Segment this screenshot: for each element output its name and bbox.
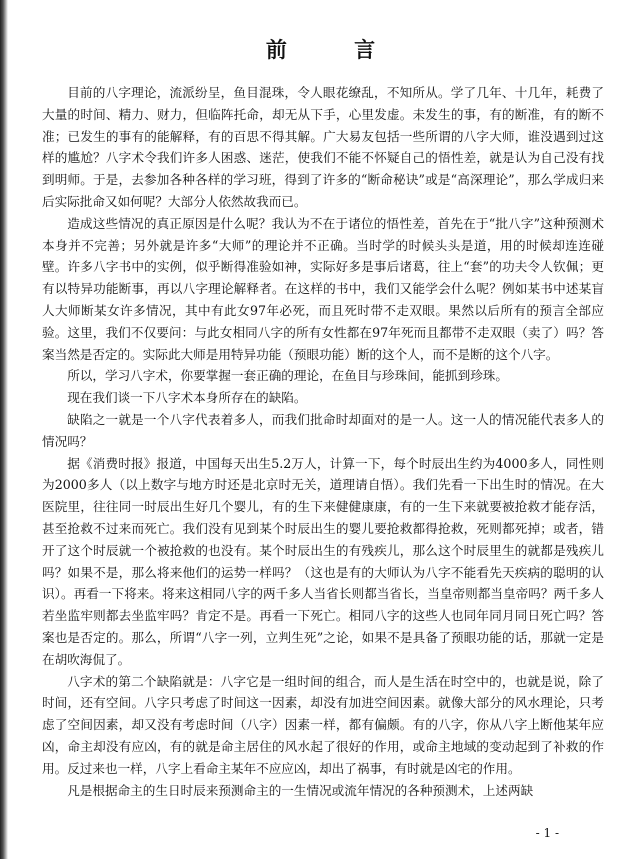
paragraph: 目前的八字理论，流派纷呈，鱼目混珠，令人眼花缭乱，不知所从。学了几年、十几年，耗费了大量的时间、精力、财力，但临阵托命，却无从下手，心里发虚。未发生的事，有的断准，有的断不准；已发生的事有的能解释，有的百思不得其解。广大易友包括一些所谓的八字大师，谁没遇到过这样的尴尬？八字术令我们许多人困惑、迷茫，使我们不能不怀疑自己的悟性差，就是认为自己没有找到明师。于是，去参加各种各样的学习班，得到了许多的“断命秘诀”或是“高深理论”，那么学成归来后实际批命又如何呢？大部分人依然故我而已。 (42, 85, 604, 209)
paragraph: 八字术的第二个缺陷就是：八字它是一组时间的组合，而人是生活在时空中的，也就是说，除了时间，还有空间。八字只考虑了时间这一因素，却没有加进空间因素。就像大部分的风水理论，只考虑了空间因素，却又没有考虑时间（八字）因素一样，都有偏颇。有的八字，你从八字上断他某年应凶，命主却没有应凶，有的就是命主居住的风水起了很好的作用，或命主地域的变动起到了补救的作用。反过来也一样，八字上看命主某年不应应凶，却出了祸事，有时就是凶宅的作用。 (42, 673, 604, 776)
page-title: 前 言 (265, 37, 406, 62)
paragraph: 凡是根据命主的生日时辰来预测命主的一生情况或流年情况的各种预测术，上述两缺 (67, 782, 534, 798)
paragraph: 现在我们谈一下八字术本身所存在的缺陷。 (67, 390, 307, 406)
paragraph: 缺陷之一就是一个八字代表着多人，而我们批命时却面对的是一人。这一人的情况能代表多人的情况吗？ (42, 411, 604, 449)
page-number: - 1 - (535, 826, 559, 840)
paragraph: 所以，学习八字术，你要掌握一套正确的理论，在鱼目与珍珠间，能抓到珍珠。 (67, 368, 508, 384)
page-binding-shadow (0, 0, 8, 859)
body-text (42, 82, 604, 801)
paragraph: 据《消费时报》报道，中国每天出生5.2万人，计算一下，每个时辰出生约为4000多人，同性则为2000多人（以上数字与地方时还是北京时无关，道理请自悟）。我们先看一下出生时的情况。在大医院里，往往同一时辰出生好几个婴儿，有的生下来健健康康，有的一生下来就要被抢救才能存活，甚至抢救不过来而死亡。我们没有见到某个时辰出生的婴儿要抢救都得抢救，死则都死掉；或者，错开了这个时辰就一个被抢救的也没有。某个时辰出生的有残疾儿，那么这个时辰里生的就都是残疾儿吗？如果不是，那么将来他们的运势一样吗？（这也是有的大师认为八字不能看先天疾病的聪明的认识）。再看一下将来。将来这相同八字的两千多人当省长则都当省长，当皇帝则都当皇帝吗？两千多人若坐监牢则都去坐监牢吗？肯定不是。再看一下死亡。相同八字的这些人也同年同月同日死亡吗？答案也是否定的。那么，所谓“八字一列，立判生死”之论，如果不是具备了预眼功能的话，那就一定是在胡吹海侃了。 (42, 455, 604, 667)
paragraph: 造成这些情况的真正原因是什么呢？我认为不在于诸位的悟性差，首先在于“批八字”这种预测术本身并不完善；另外就是许多“大师”的理论并不正确。当时学的时候头头是道，用的时候却连连碰壁。许多八字书中的实例，似乎断得准验如神，实际好多是事后诸葛，往上“套”的功夫令人钦佩；更有以特异功能断事，再以八字理论解释者。在这样的书中，我们又能学会什么呢？例如某书中述某盲人大师断某女许多情况，其中有此女97年必死，而且死时带不走双眼。果然以后所有的预言全部应验。这里，我们不仅要问：与此女相同八字的所有女性都在97年死而且都带不走双眼（卖了）吗？答案当然是否定的。实际此大师是用特异功能（预眼功能）断的这个人，而不是断的这个八字。 (42, 215, 604, 362)
